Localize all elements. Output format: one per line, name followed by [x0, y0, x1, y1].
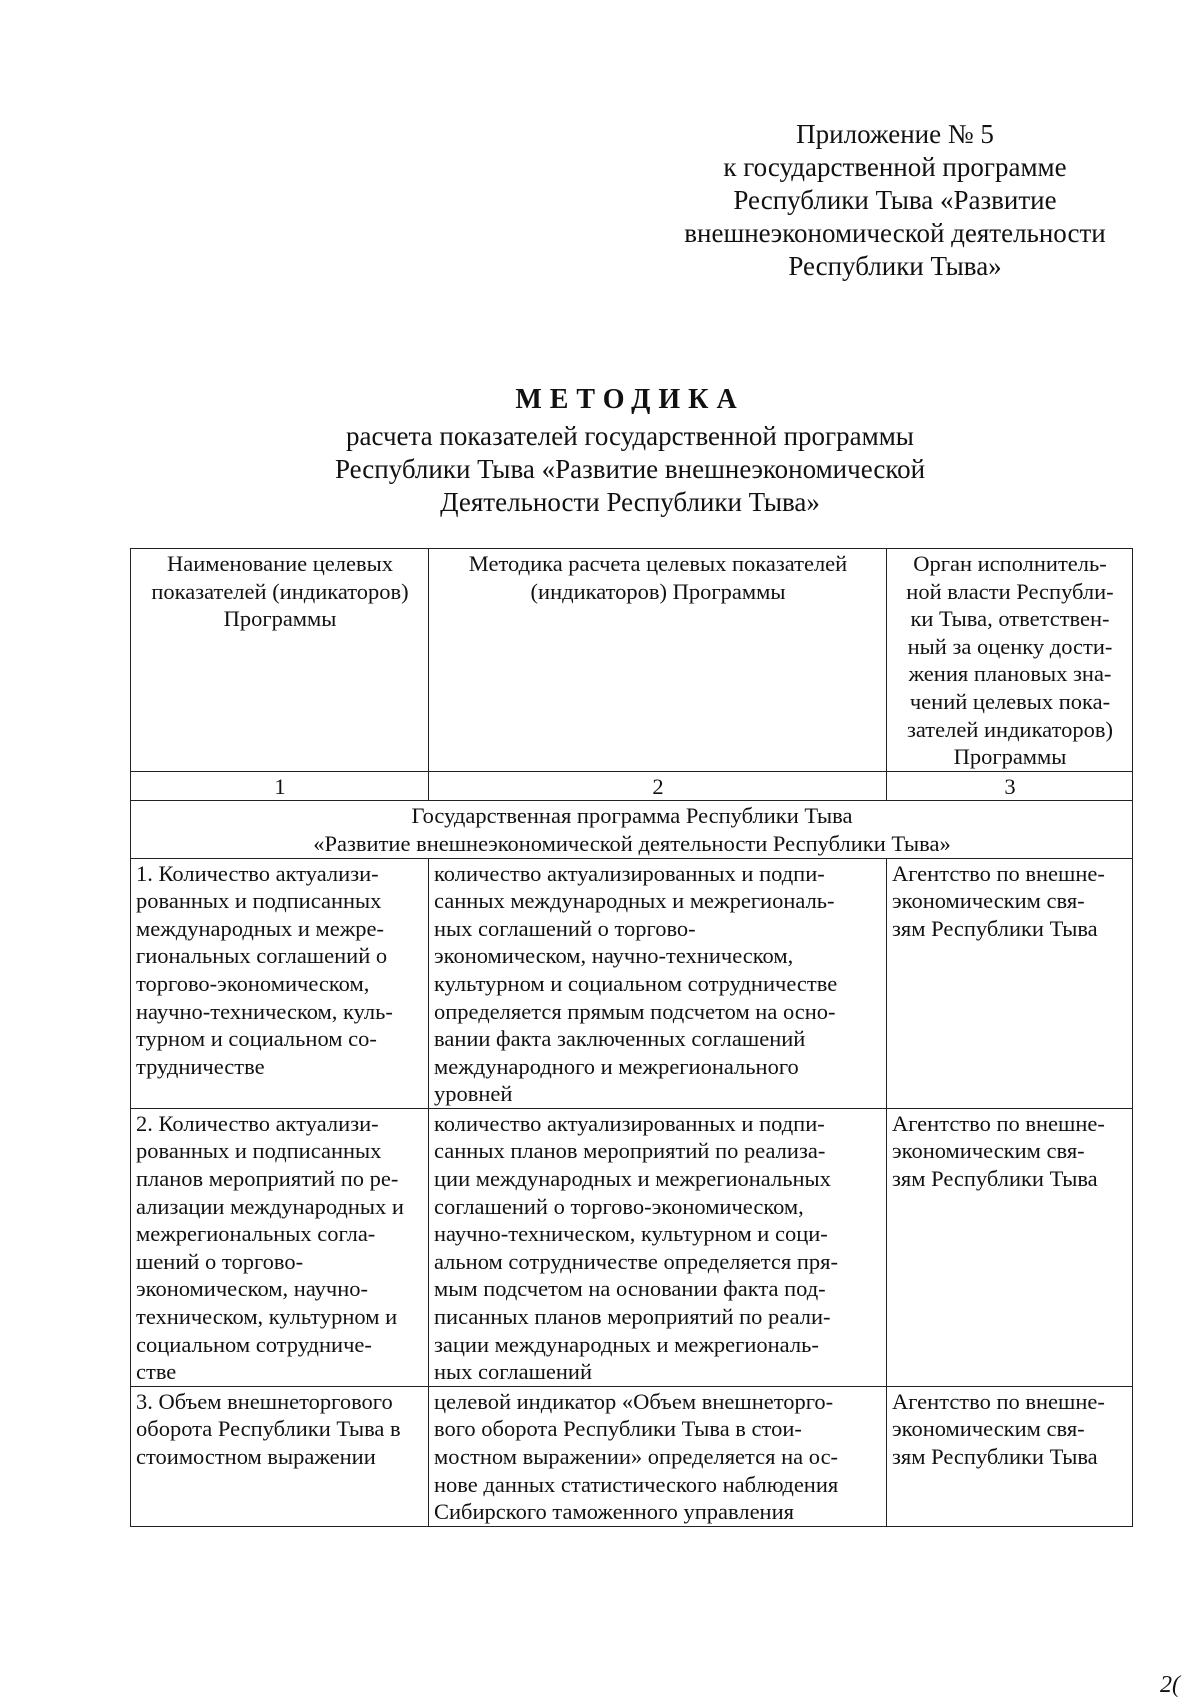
methodology-table [130, 548, 1133, 1527]
cell-line: зям Республики Тыва [892, 1166, 1098, 1192]
cell-line: экономическим свя- [892, 1416, 1085, 1442]
authority-cell [887, 858, 1133, 1108]
indicator-cell [131, 1386, 429, 1526]
column-number-row [131, 771, 1133, 801]
header-responsible-authority [887, 549, 1133, 772]
appendix-line: Республики Тыва» [788, 251, 1002, 281]
table-row [131, 1108, 1133, 1386]
cell-line: турном и социальном со- [136, 1026, 377, 1052]
cell-line: Агентство по внешне- [892, 1110, 1105, 1136]
cell-line: ки Тыва, ответствен- [910, 606, 1110, 632]
appendix-line: Республики Тыва «Развитие [733, 185, 1057, 215]
appendix-line: внешнеэкономической деятельности [684, 218, 1106, 248]
cell-line: чений целевых пока- [909, 688, 1111, 714]
cell-line: «Развитие внешнеэкономической деятельности Республики Тыва» [313, 830, 951, 856]
cell-line: зации международных и межрегиональ- [434, 1331, 819, 1357]
cell-line: Программы [953, 744, 1067, 770]
cell-line: межрегиональных согла- [136, 1221, 376, 1247]
cell-line: трудничестве [136, 1053, 265, 1079]
cell-line: вого оборота Республики Тыва в стои- [434, 1416, 802, 1442]
section-title [131, 801, 1133, 858]
cell-line: Программы [223, 606, 337, 632]
cell-line: стоимостном выражении [136, 1444, 376, 1469]
cell-line: ных соглашений [434, 1359, 593, 1385]
column-number: 3 [887, 771, 1133, 801]
cell-line: Орган исполнитель- [913, 551, 1107, 576]
indicator-cell [131, 858, 429, 1108]
cell-line: количество актуализированных и подпи- [434, 860, 825, 886]
cell-line: международных и межре- [136, 915, 384, 941]
cell-line: экономическом, научно- [136, 1276, 369, 1302]
cell-line: 3. Объем внешнеторгового [136, 1388, 393, 1414]
cell-line: социальном сотрудниче- [136, 1331, 372, 1357]
cell-line: (индикаторов) Программы [530, 578, 786, 604]
cell-line: мостном выражении» определяется на ос- [434, 1444, 839, 1469]
cell-line: ции международных и межрегиональных [434, 1166, 831, 1192]
cell-line: 2. Количество актуализи- [136, 1110, 379, 1136]
column-number: 1 [131, 771, 429, 801]
table-row [131, 858, 1133, 1108]
title-subtitle [230, 420, 1030, 519]
subtitle-line: Деятельности Республики Тыва» [440, 487, 820, 517]
cell-line: санных планов мероприятий по реализа- [434, 1138, 826, 1164]
cell-line: Сибирского таможенного управления [434, 1499, 794, 1525]
cell-line: оборота Республики Тыва в [136, 1416, 401, 1442]
document-title [230, 380, 1030, 519]
cell-line: научно-техническом, куль- [136, 998, 393, 1024]
cell-line: соглашений о торгово-экономическом, [434, 1193, 804, 1219]
cell-line: торгово-экономическом, [136, 970, 370, 996]
cell-line: количество актуализированных и подпи- [434, 1110, 825, 1136]
method-cell [429, 1386, 887, 1526]
cell-line: ализации международных и [136, 1193, 404, 1219]
cell-line: 1. Количество актуализи- [136, 860, 379, 886]
cell-line: уровней [434, 1081, 513, 1107]
appendix-header [640, 118, 1150, 283]
cell-line: зателей индикаторов) [907, 716, 1113, 742]
cell-line: целевой индикатор «Объем внешнеторго- [434, 1388, 834, 1414]
appendix-line: к государственной программе [723, 152, 1067, 182]
cell-line: ный за оценку дости- [907, 633, 1113, 659]
cell-line: экономическом, научно-техническом, [434, 943, 794, 969]
cell-line: шений о торгово- [136, 1248, 304, 1274]
header-calculation-method [429, 549, 887, 772]
authority-cell [887, 1386, 1133, 1526]
cell-line: гиональных соглашений о [136, 943, 388, 969]
cell-line: определяется прямым подсчетом на осно- [434, 998, 836, 1024]
subtitle-line: Республики Тыва «Развитие внешнеэкономической [334, 454, 926, 484]
cell-line: экономическим свя- [892, 1138, 1085, 1164]
table-header-row [131, 549, 1133, 772]
title-main: МЕТОДИКА [515, 384, 745, 415]
cell-line: Государственная программа Республики Тыва [411, 803, 853, 829]
cell-line: планов мероприятий по ре- [136, 1166, 399, 1192]
cell-line: рованных и подписанных [136, 888, 382, 914]
cell-line: показателей (индикаторов) [151, 578, 409, 604]
cell-line: ной власти Республи- [906, 578, 1114, 604]
cell-line: мым подсчетом на основании факта под- [434, 1276, 826, 1302]
appendix-line: Приложение № 5 [796, 119, 994, 149]
table-row [131, 1386, 1133, 1526]
cell-line: ных соглашений о торгово- [434, 915, 696, 941]
cell-line: Агентство по внешне- [892, 1388, 1105, 1414]
cell-line: писанных планов мероприятий по реали- [434, 1304, 831, 1330]
cell-line: культурном и социальном сотрудничестве [434, 970, 838, 996]
header-indicator-name [131, 549, 429, 772]
method-cell [429, 858, 887, 1108]
section-row [131, 801, 1133, 858]
cell-line: вании факта заключенных соглашений [434, 1026, 806, 1052]
cell-line: зям Республики Тыва [892, 915, 1098, 941]
cell-line: нове данных статистического наблюдения [434, 1471, 839, 1497]
cell-line: альном сотрудничестве определяется пря- [434, 1248, 838, 1274]
cell-line: жения плановых зна- [908, 661, 1112, 687]
cell-line: зям Республики Тыва [892, 1444, 1098, 1469]
page-number: 2( [1160, 1672, 1180, 1698]
subtitle-line: расчета показателей государственной программы [346, 421, 914, 451]
cell-line: Агентство по внешне- [892, 860, 1105, 886]
cell-line: научно-техническом, культурном и соци- [434, 1221, 828, 1247]
cell-line: Методика расчета целевых показателей [468, 551, 848, 576]
cell-line: международного и межрегионального [434, 1053, 799, 1079]
cell-line: техническом, культурном и [136, 1304, 398, 1330]
indicator-cell [131, 1108, 429, 1386]
cell-line: рованных и подписанных [136, 1138, 382, 1164]
cell-line: санных международных и межрегиональ- [434, 888, 835, 914]
column-number: 2 [429, 771, 887, 801]
cell-line: стве [136, 1359, 177, 1385]
authority-cell [887, 1108, 1133, 1386]
cell-line: Наименование целевых [166, 551, 394, 576]
method-cell [429, 1108, 887, 1386]
cell-line: экономическим свя- [892, 888, 1085, 914]
